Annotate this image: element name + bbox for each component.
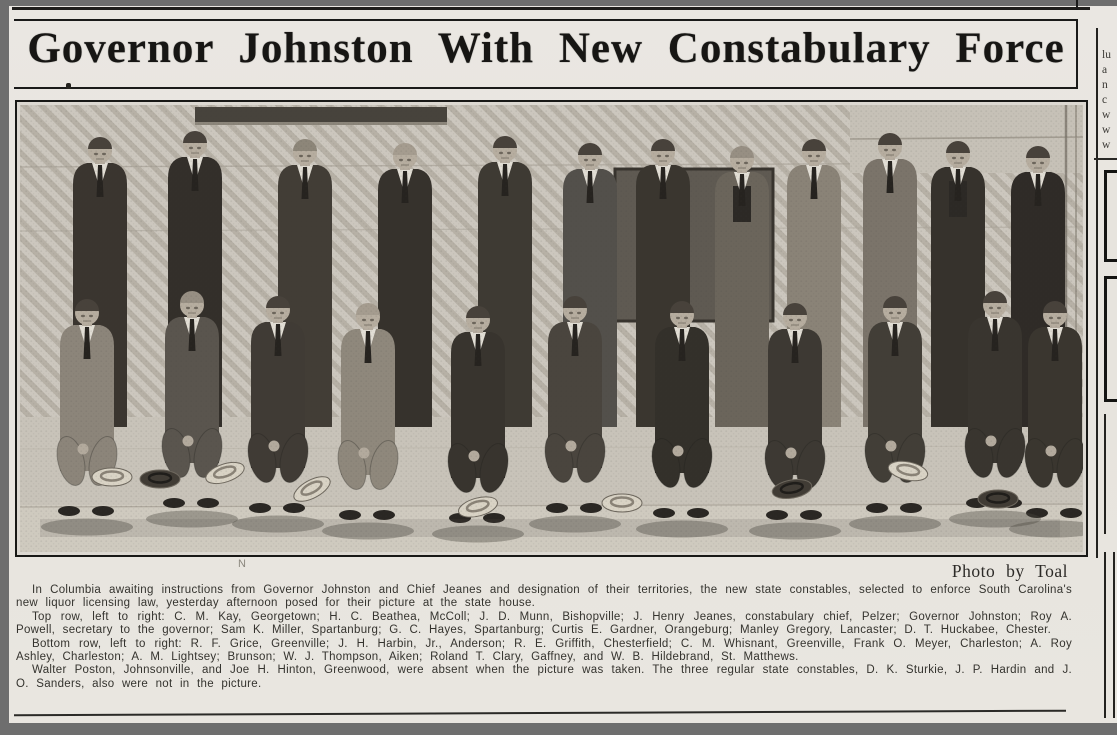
adjacent-column-rule (1113, 552, 1115, 718)
print-artifact-tick (66, 83, 71, 89)
masthead-top-rule (12, 7, 1090, 10)
adjacent-column-rule (1094, 158, 1117, 160)
text-fragment: w (1102, 139, 1111, 151)
adjacent-box-edge (1104, 414, 1106, 534)
adjacent-column-text-fragments (1102, 48, 1117, 153)
adjacent-ad-box (1104, 276, 1117, 402)
photo-frame (15, 100, 1088, 557)
halftone-texture (20, 105, 1083, 552)
text-fragment: n (1102, 79, 1108, 91)
text-fragment: a (1102, 64, 1108, 76)
constables-group-photo (20, 105, 1083, 552)
text-fragment: w (1102, 109, 1111, 121)
text-fragment: c (1102, 94, 1108, 106)
text-fragment: w (1102, 124, 1111, 136)
headline: Governor Johnston With New Constabulary Force (27, 25, 1065, 72)
caption-bottom-row: Bottom row, left to right: R. F. Grice, Greenville; J. H. Harbin, Jr., Anderson; R. E. Griffith, Chesterfield; C. M. Whisnant, Greenville, Frank O. Meyer, Charleston; A. Roy Ashley, Charleston; A. M. Lightsey; Brunson; W. J. Thompson, Aiken; Roland T. Clary, Gaffney, and W. B. Hildebrand, St. Matthews. (16, 637, 1072, 664)
adjacent-box-corner (1076, 0, 1078, 10)
adjacent-ad-box (1104, 170, 1117, 262)
column-separator-rule (1096, 28, 1098, 558)
caption-absent-note: Walter Poston, Johnsonville, and Joe H. Hinton, Greenwood, were absent when the picture was taken. The three regular state constables, D. K. Sturkie, J. P. Hardin and J. O. Sanders, also were not in the picture. (16, 664, 1072, 690)
caption-top-row: Top row, left to right: C. M. Kay, Georgetown; H. C. Beathea, McColl; J. D. Munn, Bishopville; J. Henry Jeanes, constabulary chief, Pelzer; Governor Johnston; Roy A. Powell, secretary to the governor; Sam K. Miller, Spartanburg; G. C. Hayes, Spartanburg; Curtis E. Gardner, Orangeburg; Manley Gregory, Lancaster; D. T. Huckabee, Chester. (16, 610, 1072, 637)
text-fragment: lu (1102, 49, 1111, 61)
pencil-mark: N (238, 558, 246, 570)
photo-credit: Photo by Toal (951, 561, 1068, 581)
photo-caption (16, 584, 1072, 691)
adjacent-column-rule (1104, 552, 1106, 718)
caption-intro: In Columbia awaiting instructions from Governor Johnston and Chief Jeanes and designation of their territories, the new state constables, selected to enforce South Carolina's new liquor licensing law, yesterday afternoon posed for their picture at the state house. (16, 584, 1072, 610)
